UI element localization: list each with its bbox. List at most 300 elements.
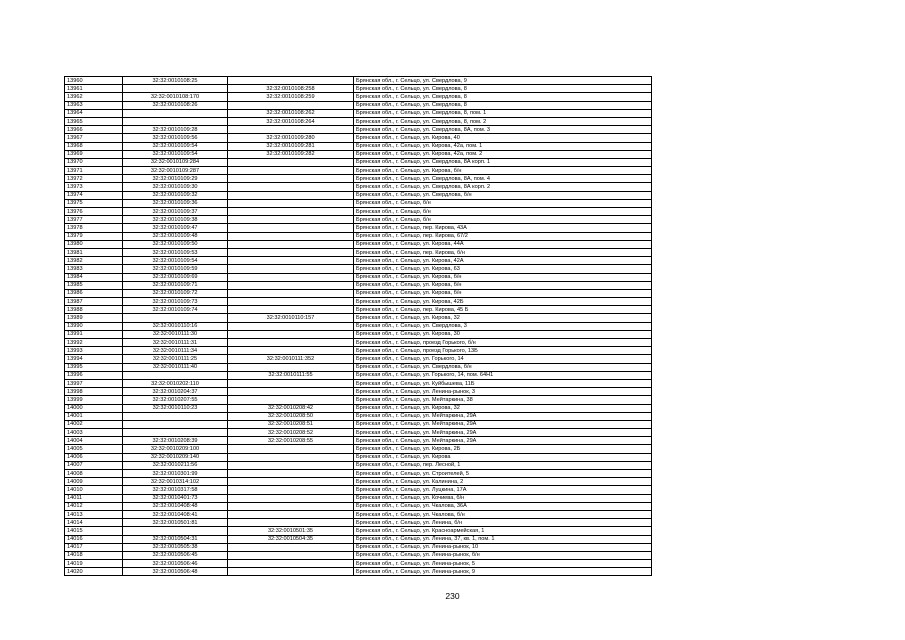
land-cadastral-number-cell: 32:32:0010501:81 (123, 519, 228, 527)
table-row (65, 167, 652, 175)
row-number-cell: 14006 (65, 453, 123, 461)
row-number-cell: 13977 (65, 216, 123, 224)
address-cell: Брянская обл., г. Сельцо, пер. Кирова, 67/2 (354, 232, 652, 240)
land-cadastral-number-cell: 32:32:0010108:25 (123, 77, 228, 85)
row-number-cell: 14018 (65, 551, 123, 559)
land-cadastral-number-cell: 32:32:0010109:284 (123, 158, 228, 166)
building-cadastral-number-cell (228, 240, 354, 248)
row-number-cell: 13974 (65, 191, 123, 199)
address-cell: Брянская обл., г. Сельцо, ул. Мейтаркина, 38 (354, 396, 652, 404)
table-row (65, 437, 652, 445)
table-row (65, 281, 652, 289)
address-cell: Брянская обл., г. Сельцо, ул. Горького, 14 (354, 355, 652, 363)
table-row (65, 93, 652, 101)
building-cadastral-number-cell (228, 551, 354, 559)
building-cadastral-number-cell (228, 560, 354, 568)
building-cadastral-number-cell (228, 388, 354, 396)
table-row (65, 478, 652, 486)
table-row (65, 273, 652, 281)
row-number-cell: 13979 (65, 232, 123, 240)
land-cadastral-number-cell: 32:32:0010111:34 (123, 347, 228, 355)
land-cadastral-number-cell: 32:32:0010506:48 (123, 568, 228, 576)
row-number-cell: 13978 (65, 224, 123, 232)
address-cell: Брянская обл., г. Сельцо, ул. Кирова, 63 (354, 265, 652, 273)
row-number-cell: 14005 (65, 445, 123, 453)
table-row (65, 404, 652, 412)
land-cadastral-number-cell (123, 314, 228, 322)
table-row (65, 257, 652, 265)
address-cell: Брянская обл., г. Сельцо, ул. Кирова, 42а, пом. 1 (354, 142, 652, 150)
address-cell: Брянская обл., г. Сельцо, ул. Красноармейская, 1 (354, 527, 652, 535)
address-cell: Брянская обл., г. Сельцо, ул. Кирова, б/н (354, 289, 652, 297)
building-cadastral-number-cell (228, 470, 354, 478)
land-cadastral-number-cell: 32:32:0010109:69 (123, 273, 228, 281)
table-row (65, 183, 652, 191)
row-number-cell: 14014 (65, 519, 123, 527)
building-cadastral-number-cell (228, 494, 354, 502)
table-row (65, 461, 652, 469)
row-number-cell: 13963 (65, 101, 123, 109)
building-cadastral-number-cell: 32:32:0010208:51 (228, 420, 354, 428)
table-row (65, 371, 652, 379)
table-row (65, 150, 652, 158)
address-cell: Брянская обл., г. Сельцо, ул. Чкалова, б/н (354, 510, 652, 518)
row-number-cell: 13989 (65, 314, 123, 322)
row-number-cell: 14011 (65, 494, 123, 502)
building-cadastral-number-cell (228, 543, 354, 551)
table-row (65, 109, 652, 117)
land-cadastral-number-cell (123, 109, 228, 117)
building-cadastral-number-cell (228, 347, 354, 355)
land-cadastral-number-cell: 32:32:0010208:39 (123, 437, 228, 445)
table-row (65, 470, 652, 478)
land-cadastral-number-cell: 32:32:0010109:36 (123, 199, 228, 207)
table-row (65, 306, 652, 314)
land-cadastral-number-cell: 32:32:0010111:30 (123, 330, 228, 338)
row-number-cell: 13999 (65, 396, 123, 404)
row-number-cell: 13966 (65, 126, 123, 134)
building-cadastral-number-cell: 32:32:0010504:35 (228, 535, 354, 543)
address-cell: Брянская обл., г. Сельцо, ул. Свердлова, 8А, пом. 3 (354, 126, 652, 134)
row-number-cell: 13990 (65, 322, 123, 330)
address-cell: Брянская обл., г. Сельцо, ул. Горького, 14, пом. 64Н1 (354, 371, 652, 379)
row-number-cell: 14012 (65, 502, 123, 510)
building-cadastral-number-cell (228, 486, 354, 494)
building-cadastral-number-cell (228, 158, 354, 166)
row-number-cell: 13969 (65, 150, 123, 158)
row-number-cell: 14004 (65, 437, 123, 445)
building-cadastral-number-cell (228, 519, 354, 527)
land-cadastral-number-cell: 32:32:0010109:54 (123, 257, 228, 265)
table-row (65, 158, 652, 166)
row-number-cell: 13976 (65, 208, 123, 216)
land-cadastral-number-cell: 32:32:0010109:30 (123, 183, 228, 191)
table-body (65, 77, 652, 576)
land-cadastral-number-cell: 32:32:0010108:26 (123, 101, 228, 109)
land-cadastral-number-cell: 32:32:0010109:50 (123, 240, 228, 248)
address-cell: Брянская обл., г. Сельцо, ул. Свердлова, 8 (354, 93, 652, 101)
building-cadastral-number-cell: 32:32:0010501:35 (228, 527, 354, 535)
address-cell: Брянская обл., г. Сельцо, ул. Кирова, 2Б (354, 445, 652, 453)
address-cell: Брянская обл., г. Сельцо, ул. Строителей, 5 (354, 470, 652, 478)
land-cadastral-number-cell: 32:32:0010109:54 (123, 150, 228, 158)
table-row (65, 519, 652, 527)
address-cell: Брянская обл., г. Сельцо, б/н (354, 208, 652, 216)
building-cadastral-number-cell (228, 510, 354, 518)
table-row (65, 232, 652, 240)
building-cadastral-number-cell (228, 453, 354, 461)
row-number-cell: 14016 (65, 535, 123, 543)
building-cadastral-number-cell (228, 224, 354, 232)
building-cadastral-number-cell (228, 191, 354, 199)
table-row (65, 453, 652, 461)
building-cadastral-number-cell: 32:32:0010110:157 (228, 314, 354, 322)
land-cadastral-number-cell: 32:32:0010506:46 (123, 560, 228, 568)
table-row (65, 543, 652, 551)
table-row (65, 420, 652, 428)
table-row (65, 117, 652, 125)
row-number-cell: 14015 (65, 527, 123, 535)
building-cadastral-number-cell (228, 167, 354, 175)
building-cadastral-number-cell: 32:32:0010108:264 (228, 117, 354, 125)
table-row (65, 510, 652, 518)
land-cadastral-number-cell: 32:32:0010505:38 (123, 543, 228, 551)
building-cadastral-number-cell (228, 257, 354, 265)
address-cell: Брянская обл., г. Сельцо, ул. Ленина-рынок, б/н (354, 551, 652, 559)
land-cadastral-number-cell: 32:32:0010504:31 (123, 535, 228, 543)
address-cell: Брянская обл., г. Сельцо, ул. Мейтаркина, 29А (354, 429, 652, 437)
row-number-cell: 13980 (65, 240, 123, 248)
address-cell: Брянская обл., г. Сельцо, ул. Кирова (354, 453, 652, 461)
row-number-cell: 13985 (65, 281, 123, 289)
land-cadastral-number-cell: 32:32:0010211:56 (123, 461, 228, 469)
building-cadastral-number-cell: 32:32:0010208:55 (228, 437, 354, 445)
land-cadastral-number-cell (123, 429, 228, 437)
address-cell: Брянская обл., г. Сельцо, ул. Ленина-рынок, 10 (354, 543, 652, 551)
land-cadastral-number-cell: 32:32:0010109:56 (123, 134, 228, 142)
building-cadastral-number-cell (228, 461, 354, 469)
building-cadastral-number-cell (228, 379, 354, 387)
address-cell: Брянская обл., г. Сельцо, ул. Кирова, 40 (354, 134, 652, 142)
land-cadastral-number-cell (123, 527, 228, 535)
land-cadastral-number-cell: 32:32:0010109:38 (123, 216, 228, 224)
address-cell: Брянская обл., г. Сельцо, б/н (354, 216, 652, 224)
table-row (65, 142, 652, 150)
row-number-cell: 14013 (65, 510, 123, 518)
address-cell: Брянская обл., г. Сельцо, ул. Калинина, 2 (354, 478, 652, 486)
land-cadastral-number-cell: 32:32:0010111:40 (123, 363, 228, 371)
land-cadastral-number-cell: 32:32:0010110:23 (123, 404, 228, 412)
row-number-cell: 13992 (65, 339, 123, 347)
table-row (65, 224, 652, 232)
building-cadastral-number-cell (228, 248, 354, 256)
address-cell: Брянская обл., г. Сельцо, пер. Лесной, 1 (354, 461, 652, 469)
row-number-cell: 13962 (65, 93, 123, 101)
table-row (65, 199, 652, 207)
address-cell: Брянская обл., г. Сельцо, ул. Свердлова, 3 (354, 322, 652, 330)
land-cadastral-number-cell (123, 85, 228, 93)
building-cadastral-number-cell (228, 183, 354, 191)
land-cadastral-number-cell: 32:32:0010317:58 (123, 486, 228, 494)
building-cadastral-number-cell: 32:32:0010109:280 (228, 134, 354, 142)
building-cadastral-number-cell (228, 216, 354, 224)
table-row (65, 248, 652, 256)
table-row (65, 240, 652, 248)
building-cadastral-number-cell: 32:32:0010208:42 (228, 404, 354, 412)
row-number-cell: 13984 (65, 273, 123, 281)
building-cadastral-number-cell (228, 306, 354, 314)
address-cell: Брянская обл., г. Сельцо, ул. Свердлова, 8А корп. 2 (354, 183, 652, 191)
row-number-cell: 14017 (65, 543, 123, 551)
table-row (65, 208, 652, 216)
table-row (65, 560, 652, 568)
address-cell: Брянская обл., г. Сельцо, ул. Кирова, б/н (354, 281, 652, 289)
land-cadastral-number-cell: 32:32:0010109:37 (123, 208, 228, 216)
row-number-cell: 13972 (65, 175, 123, 183)
address-cell: Брянская обл., г. Сельцо, ул. Ленина-рынок, 5 (354, 560, 652, 568)
address-cell: Брянская обл., г. Сельцо, пер. Кирова, 43А (354, 224, 652, 232)
row-number-cell: 13961 (65, 85, 123, 93)
table-row (65, 551, 652, 559)
table-row (65, 355, 652, 363)
address-cell: Брянская обл., г. Сельцо, проезд Горького, 13Б (354, 347, 652, 355)
building-cadastral-number-cell (228, 265, 354, 273)
building-cadastral-number-cell (228, 175, 354, 183)
land-cadastral-number-cell: 32:32:0010207:55 (123, 396, 228, 404)
row-number-cell: 13970 (65, 158, 123, 166)
address-cell: Брянская обл., г. Сельцо, ул. Свердлова, 8, пом. 2 (354, 117, 652, 125)
address-cell: Брянская обл., г. Сельцо, ул. Мейтаркина, 29А (354, 412, 652, 420)
building-cadastral-number-cell: 32:32:0010111:55 (228, 371, 354, 379)
table-row (65, 486, 652, 494)
building-cadastral-number-cell (228, 445, 354, 453)
land-cadastral-number-cell: 32:32:0010109:48 (123, 232, 228, 240)
building-cadastral-number-cell (228, 273, 354, 281)
address-cell: Брянская обл., г. Сельцо, ул. Свердлова, б/н (354, 363, 652, 371)
row-number-cell: 13967 (65, 134, 123, 142)
building-cadastral-number-cell: 32:32:0010208:52 (228, 429, 354, 437)
row-number-cell: 13987 (65, 298, 123, 306)
address-cell: Брянская обл., г. Сельцо, ул. Кирова, 42А (354, 257, 652, 265)
address-cell: Брянская обл., г. Сельцо, проезд Горького, б/н (354, 339, 652, 347)
land-cadastral-number-cell: 32:32:0010506:45 (123, 551, 228, 559)
row-number-cell: 14010 (65, 486, 123, 494)
building-cadastral-number-cell (228, 322, 354, 330)
row-number-cell: 14020 (65, 568, 123, 576)
address-cell: Брянская обл., г. Сельцо, ул. Кирова, 44А (354, 240, 652, 248)
table-row (65, 412, 652, 420)
row-number-cell: 14002 (65, 420, 123, 428)
table-row (65, 568, 652, 576)
row-number-cell: 13994 (65, 355, 123, 363)
table-row (65, 502, 652, 510)
building-cadastral-number-cell (228, 281, 354, 289)
land-cadastral-number-cell: 32:32:0010109:53 (123, 248, 228, 256)
table-row (65, 429, 652, 437)
land-cadastral-number-cell: 32:32:0010109:54 (123, 142, 228, 150)
address-cell: Брянская обл., г. Сельцо, ул. Свердлова, б/н (354, 191, 652, 199)
building-cadastral-number-cell: 32:32:0010208:50 (228, 412, 354, 420)
address-cell: Брянская обл., г. Сельцо, ул. Ленина-рынок, 9 (354, 568, 652, 576)
land-cadastral-number-cell: 32:32:0010301:99 (123, 470, 228, 478)
row-number-cell: 13968 (65, 142, 123, 150)
land-cadastral-number-cell: 32:32:0010408:48 (123, 502, 228, 510)
row-number-cell: 14019 (65, 560, 123, 568)
row-number-cell: 13960 (65, 77, 123, 85)
building-cadastral-number-cell (228, 126, 354, 134)
table-row (65, 339, 652, 347)
address-cell: Брянская обл., г. Сельцо, ул. Кирова, б/н (354, 273, 652, 281)
address-cell: Брянская обл., г. Сельцо, пер. Кирова, 45 Б (354, 306, 652, 314)
address-cell: Брянская обл., г. Сельцо, ул. Кирова, 42Б (354, 298, 652, 306)
row-number-cell: 13993 (65, 347, 123, 355)
building-cadastral-number-cell (228, 77, 354, 85)
land-cadastral-number-cell: 32:32:0010109:59 (123, 265, 228, 273)
row-number-cell: 13988 (65, 306, 123, 314)
building-cadastral-number-cell (228, 199, 354, 207)
table-row (65, 396, 652, 404)
building-cadastral-number-cell: 32:32:0010109:282 (228, 150, 354, 158)
table-row (65, 379, 652, 387)
address-cell: Брянская обл., г. Сельцо, ул. Кирова, 32 (354, 404, 652, 412)
address-cell: Брянская обл., г. Сельцо, ул. Луцкина, 17А (354, 486, 652, 494)
building-cadastral-number-cell: 32:32:0010108:258 (228, 85, 354, 93)
land-cadastral-number-cell: 32:32:0010109:32 (123, 191, 228, 199)
address-cell: Брянская обл., г. Сельцо, ул. Ленина, 37, кв. 1, пом. 1 (354, 535, 652, 543)
land-cadastral-number-cell (123, 371, 228, 379)
table-row (65, 191, 652, 199)
land-cadastral-number-cell: 32:32:0010109:47 (123, 224, 228, 232)
table-row (65, 347, 652, 355)
table-row (65, 175, 652, 183)
table-row (65, 126, 652, 134)
cadastral-register-table (64, 76, 652, 576)
land-cadastral-number-cell: 32:32:0010109:74 (123, 306, 228, 314)
row-number-cell: 13997 (65, 379, 123, 387)
table-row (65, 322, 652, 330)
building-cadastral-number-cell (228, 101, 354, 109)
table-row (65, 494, 652, 502)
table-row (65, 314, 652, 322)
land-cadastral-number-cell (123, 420, 228, 428)
address-cell: Брянская обл., г. Сельцо, ул. Кирова, б/н (354, 167, 652, 175)
row-number-cell: 14008 (65, 470, 123, 478)
row-number-cell: 14007 (65, 461, 123, 469)
land-cadastral-number-cell: 32:32:0010204:37 (123, 388, 228, 396)
page-number: 230 (445, 591, 460, 601)
land-cadastral-number-cell: 32:32:0010109:287 (123, 167, 228, 175)
building-cadastral-number-cell (228, 289, 354, 297)
table-row (65, 363, 652, 371)
address-cell: Брянская обл., г. Сельцо, ул. Чкалова, 36А (354, 502, 652, 510)
address-cell: Брянская обл., г. Сельцо, ул. Кочиева, б/н (354, 494, 652, 502)
building-cadastral-number-cell (228, 478, 354, 486)
address-cell: Брянская обл., г. Сельцо, ул. Кирова, 30 (354, 330, 652, 338)
address-cell: Брянская обл., г. Сельцо, ул. Ленина-рынок, 3 (354, 388, 652, 396)
land-cadastral-number-cell: 32:32:0010110:16 (123, 322, 228, 330)
row-number-cell: 14000 (65, 404, 123, 412)
address-cell: Брянская обл., г. Сельцо, ул. Мейтаркина, 29А (354, 420, 652, 428)
address-cell: Брянская обл., г. Сельцо, ул. Кирова, 32 (354, 314, 652, 322)
land-cadastral-number-cell: 32:32:0010108:170 (123, 93, 228, 101)
building-cadastral-number-cell (228, 363, 354, 371)
building-cadastral-number-cell: 32:32:0010111:352 (228, 355, 354, 363)
row-number-cell: 13991 (65, 330, 123, 338)
land-cadastral-number-cell: 32:32:0010408:41 (123, 510, 228, 518)
table-row (65, 330, 652, 338)
land-cadastral-number-cell: 32:32:0010111:25 (123, 355, 228, 363)
address-cell: Брянская обл., г. Сельцо, ул. Куйбышева, 11Б (354, 379, 652, 387)
building-cadastral-number-cell (228, 568, 354, 576)
building-cadastral-number-cell (228, 232, 354, 240)
building-cadastral-number-cell: 32:32:0010108:262 (228, 109, 354, 117)
address-cell: Брянская обл., г. Сельцо, ул. Свердлова, 9 (354, 77, 652, 85)
row-number-cell: 13986 (65, 289, 123, 297)
table-row (65, 134, 652, 142)
row-number-cell: 13981 (65, 248, 123, 256)
row-number-cell: 13964 (65, 109, 123, 117)
table-row (65, 535, 652, 543)
row-number-cell: 14003 (65, 429, 123, 437)
table-row (65, 445, 652, 453)
table-row (65, 298, 652, 306)
table-row (65, 265, 652, 273)
building-cadastral-number-cell (228, 502, 354, 510)
address-cell: Брянская обл., г. Сельцо, пер. Кирова, б/н (354, 248, 652, 256)
land-cadastral-number-cell (123, 412, 228, 420)
building-cadastral-number-cell (228, 339, 354, 347)
table-row (65, 101, 652, 109)
row-number-cell: 14001 (65, 412, 123, 420)
land-cadastral-number-cell: 32:32:0010109:72 (123, 289, 228, 297)
building-cadastral-number-cell (228, 208, 354, 216)
land-cadastral-number-cell: 32:32:0010202:110 (123, 379, 228, 387)
address-cell: Брянская обл., г. Сельцо, ул. Ленина, б/н (354, 519, 652, 527)
address-cell: Брянская обл., г. Сельцо, ул. Свердлова, 8 (354, 101, 652, 109)
building-cadastral-number-cell (228, 396, 354, 404)
row-number-cell: 13998 (65, 388, 123, 396)
table-row (65, 216, 652, 224)
row-number-cell: 13983 (65, 265, 123, 273)
land-cadastral-number-cell: 32:32:0010209:140 (123, 453, 228, 461)
land-cadastral-number-cell: 32:32:0010401:73 (123, 494, 228, 502)
row-number-cell: 13973 (65, 183, 123, 191)
table-row (65, 77, 652, 85)
row-number-cell: 14009 (65, 478, 123, 486)
address-cell: Брянская обл., г. Сельцо, б/н (354, 199, 652, 207)
address-cell: Брянская обл., г. Сельцо, ул. Свердлова, 8А, пом. 4 (354, 175, 652, 183)
land-cadastral-number-cell: 32:32:0010111:31 (123, 339, 228, 347)
row-number-cell: 13995 (65, 363, 123, 371)
row-number-cell: 13982 (65, 257, 123, 265)
address-cell: Брянская обл., г. Сельцо, ул. Свердлова, 8А корп. 1 (354, 158, 652, 166)
row-number-cell: 13971 (65, 167, 123, 175)
building-cadastral-number-cell (228, 298, 354, 306)
row-number-cell: 13996 (65, 371, 123, 379)
land-cadastral-number-cell: 32:32:0010109:28 (123, 126, 228, 134)
land-cadastral-number-cell: 32:32:0010109:71 (123, 281, 228, 289)
land-cadastral-number-cell: 32:32:0010109:73 (123, 298, 228, 306)
row-number-cell: 13965 (65, 117, 123, 125)
land-cadastral-number-cell (123, 117, 228, 125)
row-number-cell: 13975 (65, 199, 123, 207)
building-cadastral-number-cell (228, 330, 354, 338)
table-row (65, 388, 652, 396)
address-cell: Брянская обл., г. Сельцо, ул. Свердлова, 8, пом. 1 (354, 109, 652, 117)
address-cell: Брянская обл., г. Сельцо, ул. Кирова, 42а, пом. 2 (354, 150, 652, 158)
address-cell: Брянская обл., г. Сельцо, ул. Свердлова, 8 (354, 85, 652, 93)
land-cadastral-number-cell: 32:32:0010314:102 (123, 478, 228, 486)
